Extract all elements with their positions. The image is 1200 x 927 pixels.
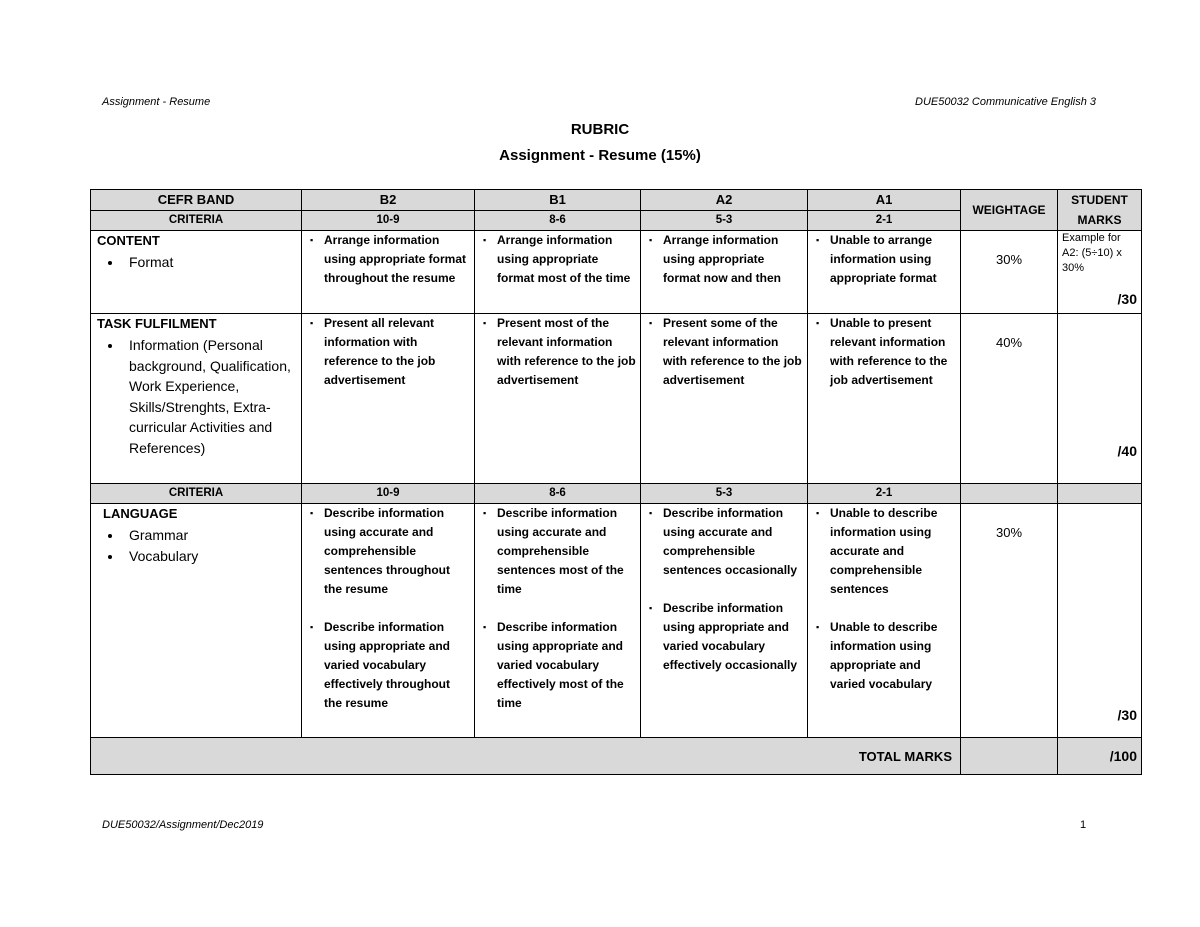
- language-desc-a-a1: ▪ Unable to describe information using accurate and comprehensible sentences: [830, 504, 956, 599]
- language-student-marks: [1058, 504, 1142, 738]
- total-marks-label: TOTAL MARKS: [91, 738, 961, 775]
- page-number: 1: [1080, 819, 1087, 831]
- header-left: Assignment - Resume: [102, 96, 211, 108]
- footer-left: DUE50032/Assignment/Dec2019: [102, 819, 264, 831]
- criteria-label-2: CRITERIA: [91, 484, 302, 504]
- language-desc-b-b1: ▪ Describe information using appropriate and varied vocabulary effectively most of the time: [497, 618, 636, 713]
- content-desc-a2: ▪ Arrange information using appropriate format now and then: [663, 231, 803, 288]
- task-weight: 40%: [961, 314, 1058, 484]
- cefr-band-label: CEFR BAND: [91, 190, 302, 211]
- content-desc-b1: ▪ Arrange information using appropriate format most of the time: [497, 231, 636, 288]
- band-b1: B1: [475, 190, 641, 211]
- band-header-row: [91, 190, 1142, 211]
- content-example-note: Example for A2: (5÷10) x 30%: [1062, 232, 1122, 274]
- content-desc-b2: ▪ Arrange information using appropriate format throughout the resume: [324, 231, 470, 288]
- band-a2: A2: [641, 190, 808, 211]
- task-title: TASK FULFILMENT: [97, 316, 217, 331]
- content-desc-a1: ▪ Unable to arrange information using appropriate format: [830, 231, 956, 288]
- content-item-format: • Format: [123, 252, 297, 273]
- language-score: /30: [1117, 707, 1137, 723]
- task-item-information: • Information (Personal background, Qualification, Work Experience, Skills/Strenghts, Extra-curricular Activities and References): [123, 335, 297, 458]
- range-b2-2: 10-9: [302, 484, 475, 504]
- language-row: [91, 504, 1142, 738]
- page-subtitle: Assignment - Resume (15%): [499, 147, 701, 164]
- range-a2-2: 5-3: [641, 484, 808, 504]
- range-b1: 8-6: [475, 211, 641, 231]
- range-b2: 10-9: [302, 211, 475, 231]
- task-fulfilment-row: [91, 314, 1142, 484]
- language-item-grammar: • Grammar: [123, 525, 297, 546]
- task-desc-b1: ▪ Present most of the relevant information with reference to the job advertisement: [497, 314, 636, 390]
- language-desc-a-b2: ▪ Describe information using accurate and comprehensible sentences throughout the resume: [324, 504, 470, 599]
- content-row: [91, 231, 1142, 314]
- weightage-header: WEIGHTAGE: [961, 190, 1058, 231]
- band-a1: A1: [808, 190, 961, 211]
- language-desc-b-a2: ▪ Describe information using appropriate and varied vocabulary effectively occasionally: [663, 599, 803, 675]
- rubric-table: [90, 189, 1142, 775]
- page-title: RUBRIC: [570, 121, 630, 138]
- content-title: CONTENT: [97, 233, 160, 248]
- criteria-header-row-2: [91, 484, 1142, 504]
- language-desc-a-b1: ▪ Describe information using accurate and comprehensible sentences most of the time: [497, 504, 636, 599]
- task-desc-a2: ▪ Present some of the relevant information with reference to the job advertisement: [663, 314, 803, 390]
- content-student-marks: [1058, 231, 1142, 314]
- language-item-vocabulary: • Vocabulary: [123, 546, 297, 567]
- range-a1: 2-1: [808, 211, 961, 231]
- range-b1-2: 8-6: [475, 484, 641, 504]
- content-weight: 30%: [961, 231, 1058, 314]
- marks-blank: [1058, 484, 1142, 504]
- header-right: DUE50032 Communicative English 3: [915, 96, 1096, 108]
- weight-blank: [961, 484, 1058, 504]
- task-student-marks: [1058, 314, 1142, 484]
- student-marks-header: STUDENT MARKS: [1058, 190, 1142, 231]
- total-row: [91, 738, 1142, 775]
- language-desc-b-a1: ▪ Unable to describe information using appropriate and varied vocabulary: [830, 618, 956, 694]
- total-score: /100: [1058, 738, 1142, 775]
- language-desc-a-a2: ▪ Describe information using accurate and comprehensible sentences occasionally: [663, 504, 803, 580]
- range-a2: 5-3: [641, 211, 808, 231]
- task-desc-b2: ▪ Present all relevant information with reference to the job advertisement: [324, 314, 470, 390]
- criteria-label: CRITERIA: [91, 211, 302, 231]
- total-weight-blank: [961, 738, 1058, 775]
- language-title: LANGUAGE: [103, 506, 178, 521]
- task-score: /40: [1117, 443, 1137, 459]
- language-desc-b-b2: ▪ Describe information using appropriate and varied vocabulary effectively throughout the resume: [324, 618, 470, 713]
- band-b2: B2: [302, 190, 475, 211]
- range-a1-2: 2-1: [808, 484, 961, 504]
- language-weight: 30%: [961, 504, 1058, 738]
- content-score: /30: [1117, 291, 1137, 307]
- task-desc-a1: ▪ Unable to present relevant information with reference to the job advertisement: [830, 314, 956, 390]
